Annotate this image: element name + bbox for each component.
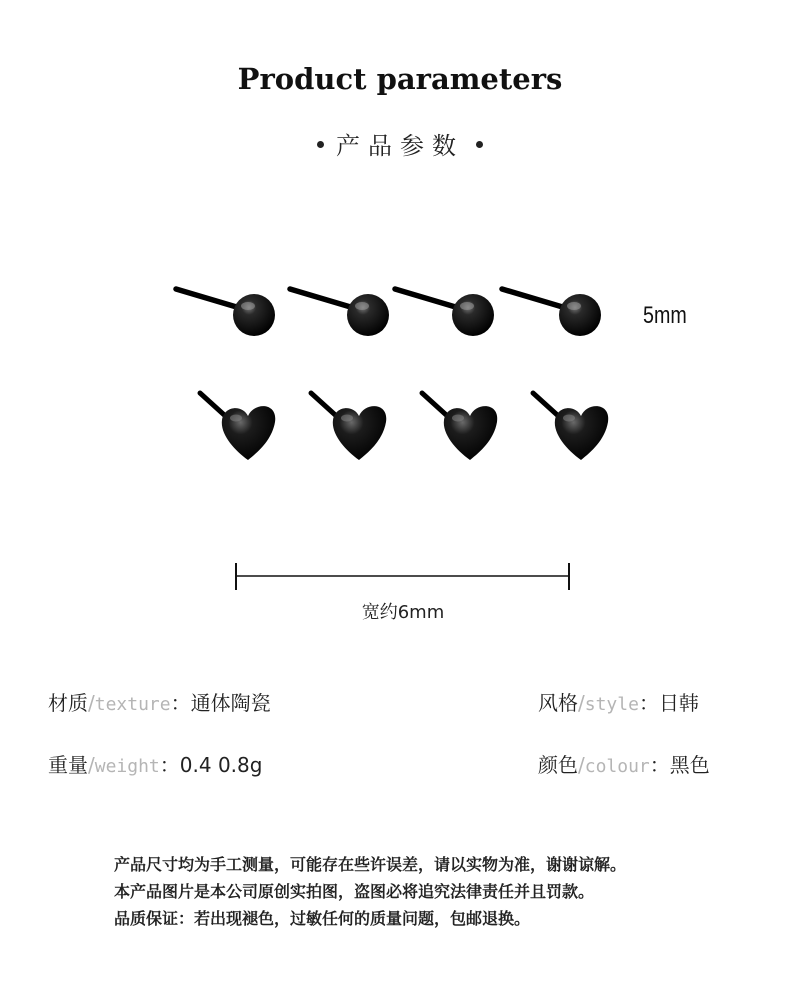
note-line: 本产品图片是本公司原创实拍图，盗图必将追究法律责任并且罚款。 <box>114 882 595 901</box>
param-value: 0.4 0.8g <box>179 753 263 777</box>
param-value: 通体陶瓷 <box>190 691 271 715</box>
page-title: Product parameters <box>237 62 563 96</box>
ball-earring-row <box>176 289 601 336</box>
note-line: 产品尺寸均为手工测量，可能存在些许误差，请以实物为准，谢谢谅解。 <box>114 855 627 874</box>
param-texture: 材质/texture：通体陶瓷 <box>48 691 271 715</box>
product-notes <box>114 851 626 932</box>
heart-earring-row <box>200 393 608 460</box>
width-caption: 宽约6mm <box>361 602 445 623</box>
param-weight: 重量/weight：0.4 0.8g <box>48 753 263 777</box>
param-label-en: weight <box>94 756 160 777</box>
note-line: 品质保证：若出现褪色，过敏任何的质量问题，包邮退换。 <box>114 909 531 928</box>
heart-stud-earring <box>200 393 275 460</box>
param-value: 黑色 <box>669 753 710 777</box>
heart-stud-earring <box>311 393 386 460</box>
param-label-en: style <box>584 694 639 715</box>
param-label-en: texture <box>94 694 171 715</box>
width-measure-bar <box>236 563 569 590</box>
ball-stud-earring <box>395 289 494 336</box>
param-label-zh: 重量 <box>48 753 88 777</box>
param-label-zh: 材质 <box>48 691 88 715</box>
param-style: 风格/style：日韩 <box>538 691 699 715</box>
subtitle-text: 产品参数 <box>336 132 464 160</box>
param-label-en: colour <box>584 756 650 777</box>
heart-stud-earring <box>422 393 497 460</box>
param-value: 日韩 <box>658 691 699 715</box>
param-label-zh: 颜色 <box>538 753 578 777</box>
size-label: 5mm <box>643 302 687 329</box>
param-label-zh: 风格 <box>538 691 578 715</box>
ball-stud-earring <box>502 289 601 336</box>
param-colour: 颜色/colour：黑色 <box>538 753 710 777</box>
heart-stud-earring <box>533 393 608 460</box>
ball-stud-earring <box>176 289 275 336</box>
ball-stud-earring <box>290 289 389 336</box>
